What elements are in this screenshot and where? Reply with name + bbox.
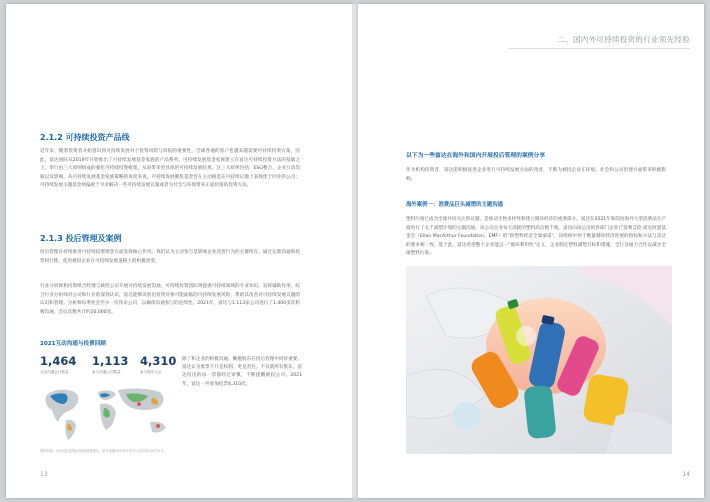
figure-caption: 资料来源：2021富达国际可持续投资报告，统计周期2021年1月1日-2021年12月31日。 — [40, 449, 167, 453]
running-head-rule — [508, 48, 690, 49]
stat-companies — [92, 354, 128, 375]
stats-title: 2021互动沟通与投票回顾 — [40, 341, 106, 347]
plastic-bottles-photo — [406, 266, 672, 454]
paragraph-post-investment: 投后管理在持续推进可持续投资理念方面发挥核心作用。我们认为主动参与是影响企业改善行为的关键所在。通过定期沟通和投票权行使，促进被投企业在可持续发展道路上的积极改变。 — [40, 250, 300, 264]
stat-meetings — [40, 354, 76, 375]
paragraph-engagement: 行业分析师和投资组合经理与被投公司开展可持续发展沟通，可持续投资团队则提供可持续领域的专业知识，发挥辅助作用。结合行业分析师对公司和行业的深刻认识，富达能够识别出投资对象可能面临的可持续发展风险，帮助其改善对可持续发展议题的认识和管理。分析师每季度会至少一次拜访公司，以确保沟通参与的连续性。2021年，富达与1,113家公司进行了1,400多次积极沟通，会议次数共计约20,000次。 — [40, 284, 300, 315]
stats-row — [40, 354, 190, 384]
world-map-graphic — [40, 382, 178, 444]
page-number-left: 13 — [40, 471, 48, 478]
stat-votes-label: 参与股东大会 — [140, 370, 162, 374]
case-intro: 作为机构投资者，富达能积极促进企业进行可持续发展方面的改善，不断为被投企业在环境、社会和公司治理方面带来积极影响。 — [406, 168, 666, 182]
right-page — [358, 4, 704, 498]
case-subhead: 海外案例一：消费品巨头减塑的主题沟通 — [406, 202, 504, 208]
stat-meetings-value: 1,464 — [40, 354, 77, 368]
stat-companies-value: 1,113 — [92, 354, 129, 368]
paragraph-product-line: 近年来，随着投资者开始意识到可持续发展对于投资风险与回报的重要性，全球各地的客户也越来越需要可持续投资方案。因此，富达国际从2019年开始推出了可持续发展基金家族的产品系列。可持续发展基金家族建立在富达可持续投资方法的基础之上，奉行由三大原则组成的强化可持续投资框架，从而带来更具体的可持续发展结果。这三大原则包括：ESG整合、企业互动沟通以及影响。从可持续发展基金家族策略的角度来说，可持续发展聚焦基金旨在主动挑选在可持续议题上表现优于同业的公司；可持续发展主题基金则偏重于寻求解决一些可持续发展议题或者为社会与环境带来正面价值的投资方法。 — [40, 149, 300, 189]
running-head: 二、国内外可持续投资的行业领先经验 — [557, 35, 690, 44]
voting-side-text: 除了和企业的积极沟通，勤勉股东在投后管理中同样重要。富达认为股票不只是权利，更是责任。不仅就所有股东，富达投出的每一票都经过审慎，不断提醒被投公司。2021年，富达一共参加投票4,310次。 — [182, 357, 302, 387]
section-title-2-1-2: 2.1.2 可持续投资产品线 — [40, 133, 130, 142]
left-page — [6, 4, 352, 498]
stat-votes — [140, 354, 176, 375]
stat-companies-label: 参与沟通公司数量 — [92, 370, 121, 374]
case-body: 塑料污染已成为全球共同关注的议题，是推动生物多样性和建立循环经济的重要部分。富达在2021年和印度海外大型消费品生产商进行了关于减塑计划的主题沟通。该公司企业每天消耗的塑料高达数千吨。富达向该公司的各部门企业已签署艾伦·麦克阿瑟基金会（Ellen MacArthur Foundation，EMF）的"新塑料经济全球承诺"，该组织中用于衡量循环经济进展的指标和方法与富达的要求相一致，基于此，富达希望整个企业能以一"循环利用性"定义，企业制定塑料减塑目标和措施，全行业通力合作以减少全球塑料污染。 — [406, 217, 666, 257]
stat-votes-value: 4,310 — [140, 354, 177, 368]
case-section-title: 以下为一些富达在海外和国内开展投后管理的案例分享 — [406, 153, 546, 159]
page-number-right: 14 — [682, 471, 690, 478]
stat-meetings-label: 互动沟通会议数量 — [40, 370, 69, 374]
section-title-2-1-3: 2.1.3 投后管理及案例 — [40, 234, 122, 243]
